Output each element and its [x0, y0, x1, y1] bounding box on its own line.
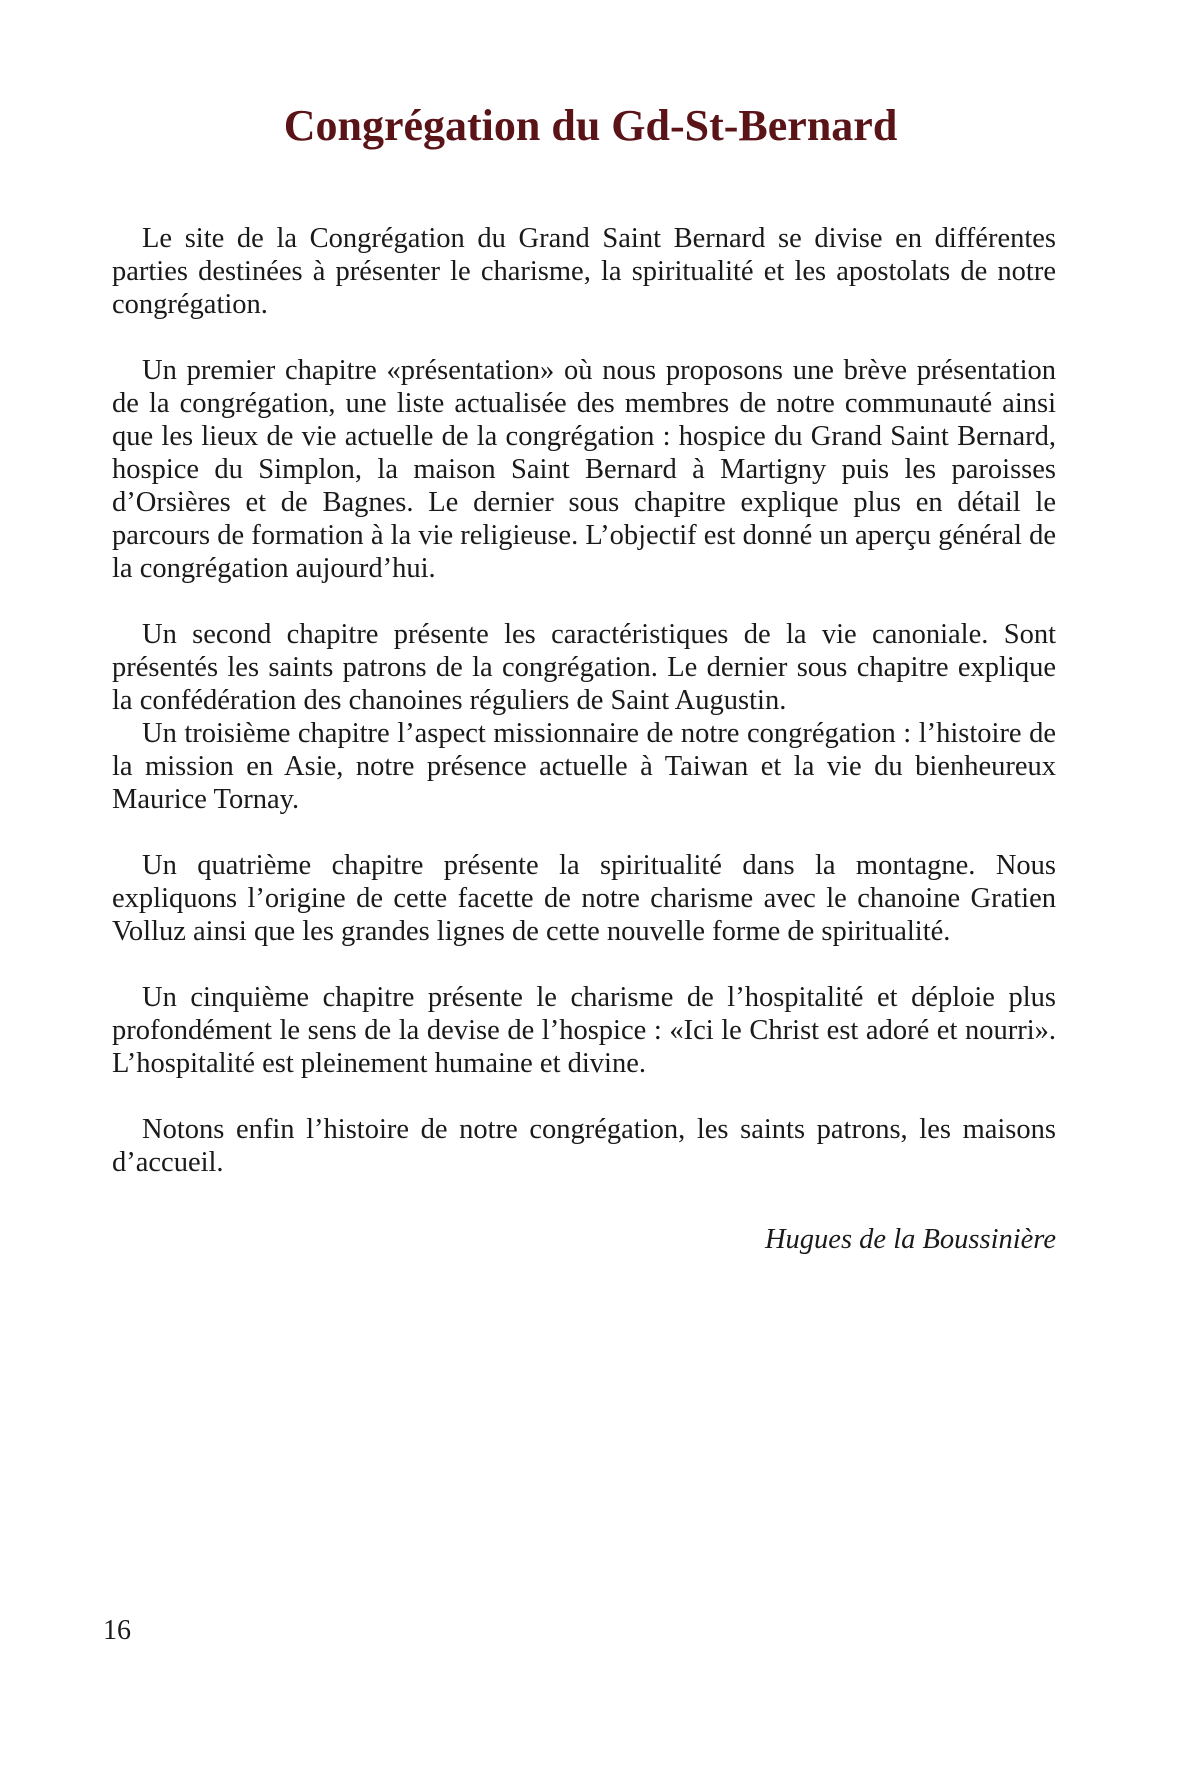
page-title: Congrégation du Gd-St-Bernard — [283, 101, 898, 150]
paragraph-chapter-5: Un cinquième chapitre présente le charisme de l’hospitalité et déploie plus profondément le sens de la devise de l’hospice : «Ici le Christ est adoré et nourri». L’hospitalité est pleinement humaine et divine. — [112, 982, 1056, 1079]
paragraph-intro: Le site de la Congrégation du Grand Saint Bernard se divise en différentes parties destinées à présenter le charisme, la spiritualité et les apostolats de notre congrégation. — [112, 223, 1056, 320]
paragraph-closing: Notons enfin l’histoire de notre congrégation, les saints patrons, les maisons d’accueil. — [112, 1114, 1056, 1178]
paragraph-chapter-4: Un quatrième chapitre présente la spiritualité dans la montagne. Nous expliquons l’origine de cette facette de notre charisme avec le chanoine Gratien Volluz ainsi que les grandes lignes de cette nouvelle forme de spiritualité. — [112, 850, 1056, 947]
article-body — [112, 222, 1056, 1179]
page-number: 16 — [103, 1615, 131, 1646]
author-signature: Hugues de la Boussinière — [764, 1224, 1056, 1255]
paragraph-chapter-1: Un premier chapitre «présentation» où nous proposons une brève présentation de la congrégation, une liste actualisée des membres de notre communauté ainsi que les lieux de vie actuelle de la congrégation : hospice du Grand Saint Bernard, hospice du Simplon, la maison Saint Bernard à Martigny puis les paroisses d’Orsières et de Bagnes. Le dernier sous chapitre explique plus en détail le parcours de formation à la vie religieuse. L’objectif est donné un aperçu général de la congrégation aujourd’hui. — [112, 355, 1056, 584]
paragraph-chapter-2: Un second chapitre présente les caractéristiques de la vie canoniale. Sont présentés les saints patrons de la congrégation. Le dernier sous chapitre explique la confédération des chanoines réguliers de Saint Augustin. — [112, 619, 1056, 716]
paragraph-chapter-3: Un troisième chapitre l’aspect missionnaire de notre congrégation : l’histoire de la mission en Asie, notre présence actuelle à Taiwan et la vie du bienheureux Maurice Tornay. — [112, 718, 1056, 815]
